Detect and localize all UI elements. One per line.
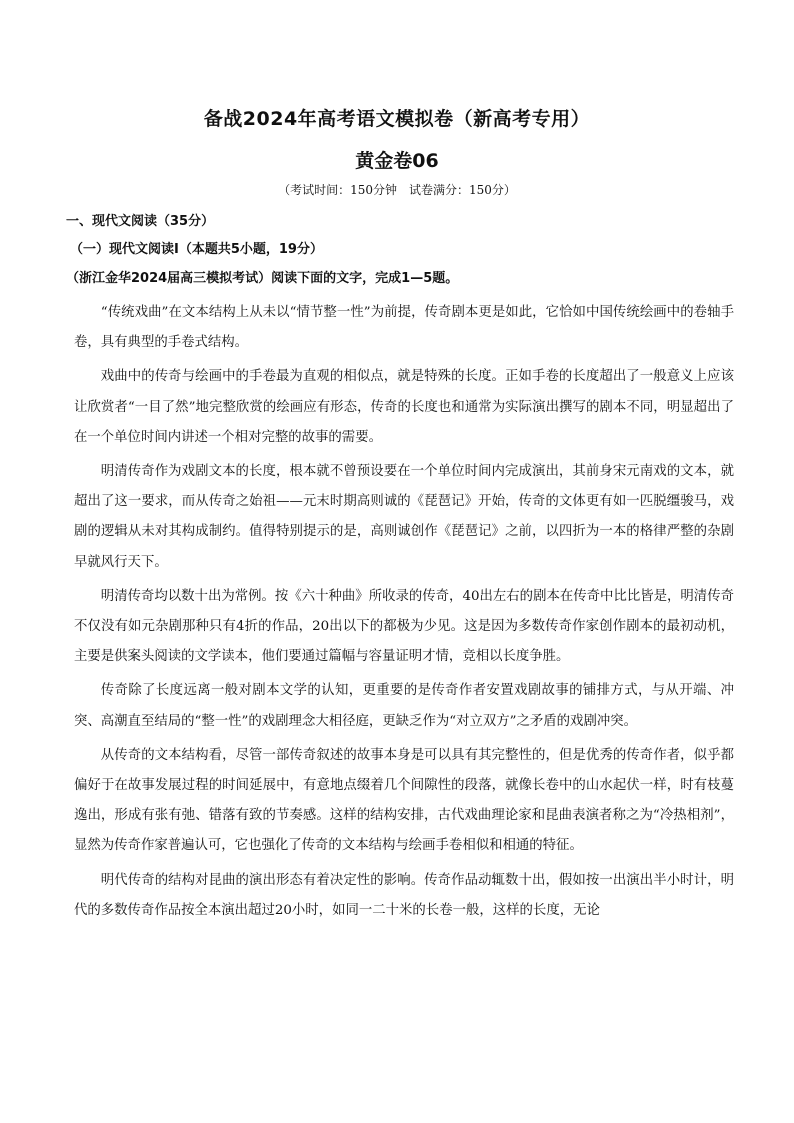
paragraph: 从传奇的文本结构看，尽管一部传奇叙述的故事本身是可以具有其完整性的，但是优秀的传奇作者，似乎都偏好于在故事发展过程的时间延展中，有意地点缀着几个间隙性的段落，就像长卷中的山水起伏一样，时有枝蔓逸出，形成有张有弛、错落有致的节奏感。这样的结构安排，古代戏曲理论家和昆曲表演者称之为“冷热相剂”，显然为传奇作家普遍认可，它也强化了传奇的文本结构与绘画手卷相似和相通的特征。 <box>74 747 734 854</box>
article-body <box>74 298 734 930</box>
section-heading: 一、现代文阅读（35分） <box>66 214 215 229</box>
paragraph: 明清传奇作为戏剧文本的长度，根本就不曾预设要在一个单位时间内完成演出，其前身宋元南戏的文本，就超出了这一要求，而从传奇之始祖——元末时期高则诚的《琵琶记》开始，传奇的文体更有如一匹脱缰骏马，戏剧的逻辑从未对其构成制约。值得特别提示的是，高则诚创作《琵琶记》之前，以四折为一本的格律严整的杂剧早就风行天下。 <box>74 464 734 570</box>
exam-info: （考试时间：150分钟 试卷满分：150分） <box>278 183 516 197</box>
page-title: 备战2024年高考语文模拟卷（新高考专用） <box>203 108 591 130</box>
source-instruction: （浙江金华2024届高三模拟考试）阅读下面的文字，完成1—5题。 <box>66 271 459 286</box>
paragraph: 戏曲中的传奇与绘画中的手卷最为直观的相似点，就是特殊的长度。正如手卷的长度超出了一般意义上应该让欣赏者“一目了然”地完整欣赏的绘画应有形态，传奇的长度也和通常为实际演出撰写的剧本不同，明显超出了在一个单位时间内讲述一个相对完整的故事的需要。 <box>74 369 734 445</box>
part-heading: （一）现代文阅读Ⅰ（本题共5小题，19分） <box>70 242 323 257</box>
paragraph: “传统戏曲”在文本结构上从未以“情节整一性”为前提，传奇剧本更是如此，它恰如中国传统绘画中的卷轴手卷，具有典型的手卷式结构。 <box>74 305 734 351</box>
paragraph: 传奇除了长度远离一般对剧本文学的认知，更重要的是传奇作者安置戏剧故事的铺排方式，与从开端、冲突、高潮直至结局的“整一性”的戏剧理念大相径庭，更缺乏作为“对立双方”之矛盾的戏剧冲突。 <box>74 683 734 729</box>
paragraph: 明代传奇的结构对昆曲的演出形态有着决定性的影响。传奇作品动辄数十出，假如按一出演出半小时计，明代的多数传奇作品按全本演出超过20小时，如同一二十米的长卷一般，这样的长度，无论 <box>74 872 734 918</box>
paragraph: 明清传奇均以数十出为常例。按《六十种曲》所收录的传奇，40出左右的剧本在传奇中比比皆是，明清传奇不仅没有如元杂剧那种只有4折的作品，20出以下的都极为少见。这是因为多数传奇作家创作剧本的最初动机，主要是供案头阅读的文学读本，他们要通过篇幅与容量证明才情，竞相以长度争胜。 <box>74 588 734 665</box>
paper-subtitle: 黄金卷06 <box>355 150 439 172</box>
